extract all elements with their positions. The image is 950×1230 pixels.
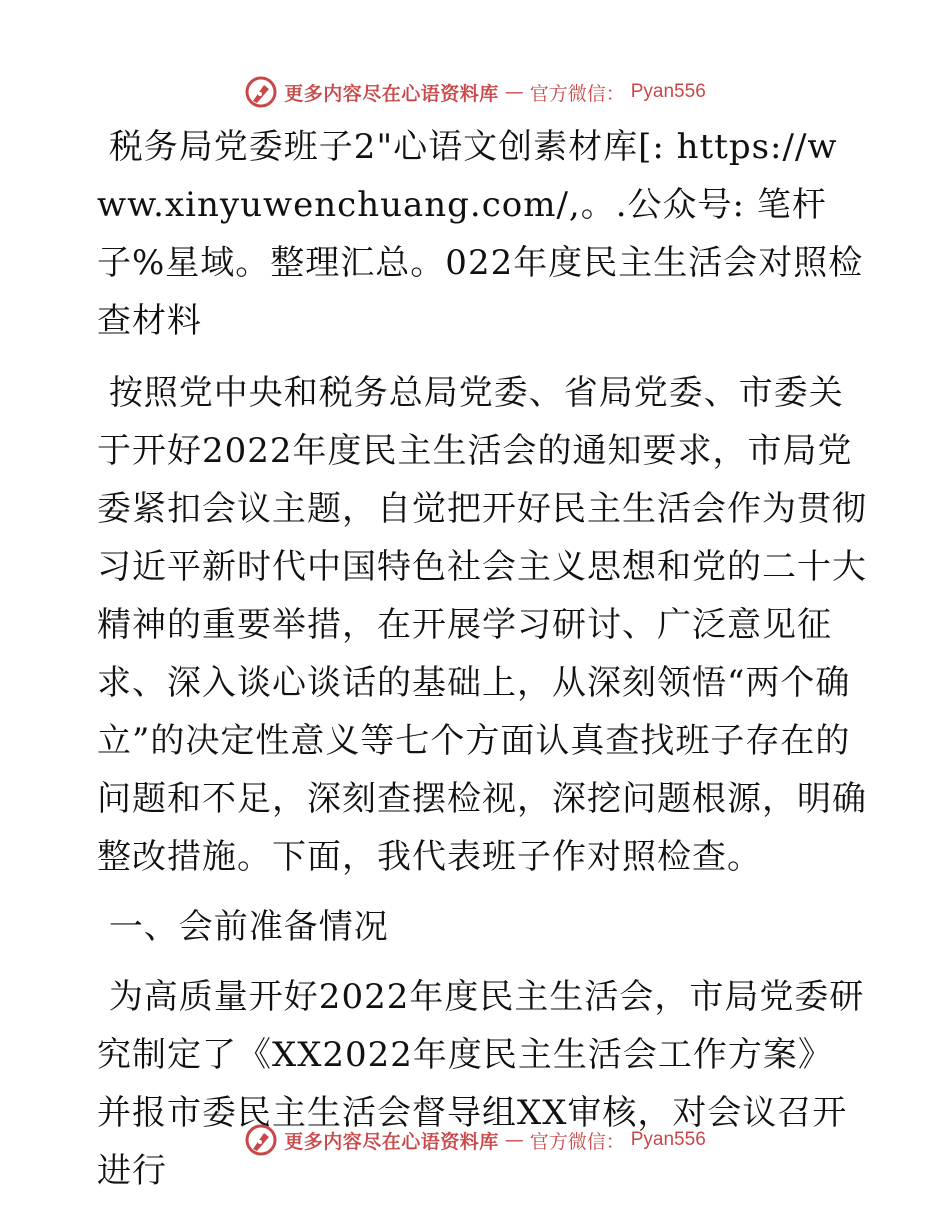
pen-nib-logo-icon: [244, 75, 278, 109]
watermark-banner-bottom: [0, 1120, 950, 1160]
watermark-main-text: 更多内容尽在心语资料库: [284, 82, 499, 105]
watermark-main-text: 更多内容尽在心语资料库: [284, 1130, 499, 1153]
watermark-sub-text: 官方微信：: [529, 82, 625, 105]
watermark-separator: —: [504, 81, 524, 103]
watermark-wechat-id: Pyan556: [630, 1129, 706, 1150]
section-heading: 一、会前准备情况: [97, 907, 389, 947]
watermark-sub-text: 官方微信：: [529, 1130, 625, 1153]
pen-nib-logo-icon: [244, 1123, 278, 1157]
document-title: 税务局党委班子2"心语文创素材库[: https://www.xinyuwenchuang.com/,。.公众号: 笔杆子%星域。整理汇总。022年度民主生活会对照检查材料: [97, 127, 864, 341]
document-body: [97, 118, 867, 1200]
watermark-banner-top: [0, 72, 950, 112]
watermark-separator: —: [504, 1129, 524, 1151]
watermark-wechat-id: Pyan556: [630, 81, 706, 102]
paragraph-intro: 按照党中央和税务总局党委、省局党委、市委关于开好2022年度民主生活会的通知要求，市局党委紧扣会议主题，自觉把开好民主生活会作为贯彻习近平新时代中国特色社会主义思想和党的二十大精神的重要举措，在开展学习研讨、广泛意见征求、深入谈心谈话的基础上，从深刻领悟“两个确立”的决定性意义等七个方面认真查找班子存在的问题和不足，深刻查摆检视，深挖问题根源，明确整改措施。下面，我代表班子作对照检查。: [97, 373, 867, 877]
paragraph-preparation: 为高质量开好2022年度民主生活会，市局党委研究制定了《XX2022年度民主生活会工作方案》并报市委民主生活会督导组XX审核，对会议召开进行: [97, 977, 865, 1191]
